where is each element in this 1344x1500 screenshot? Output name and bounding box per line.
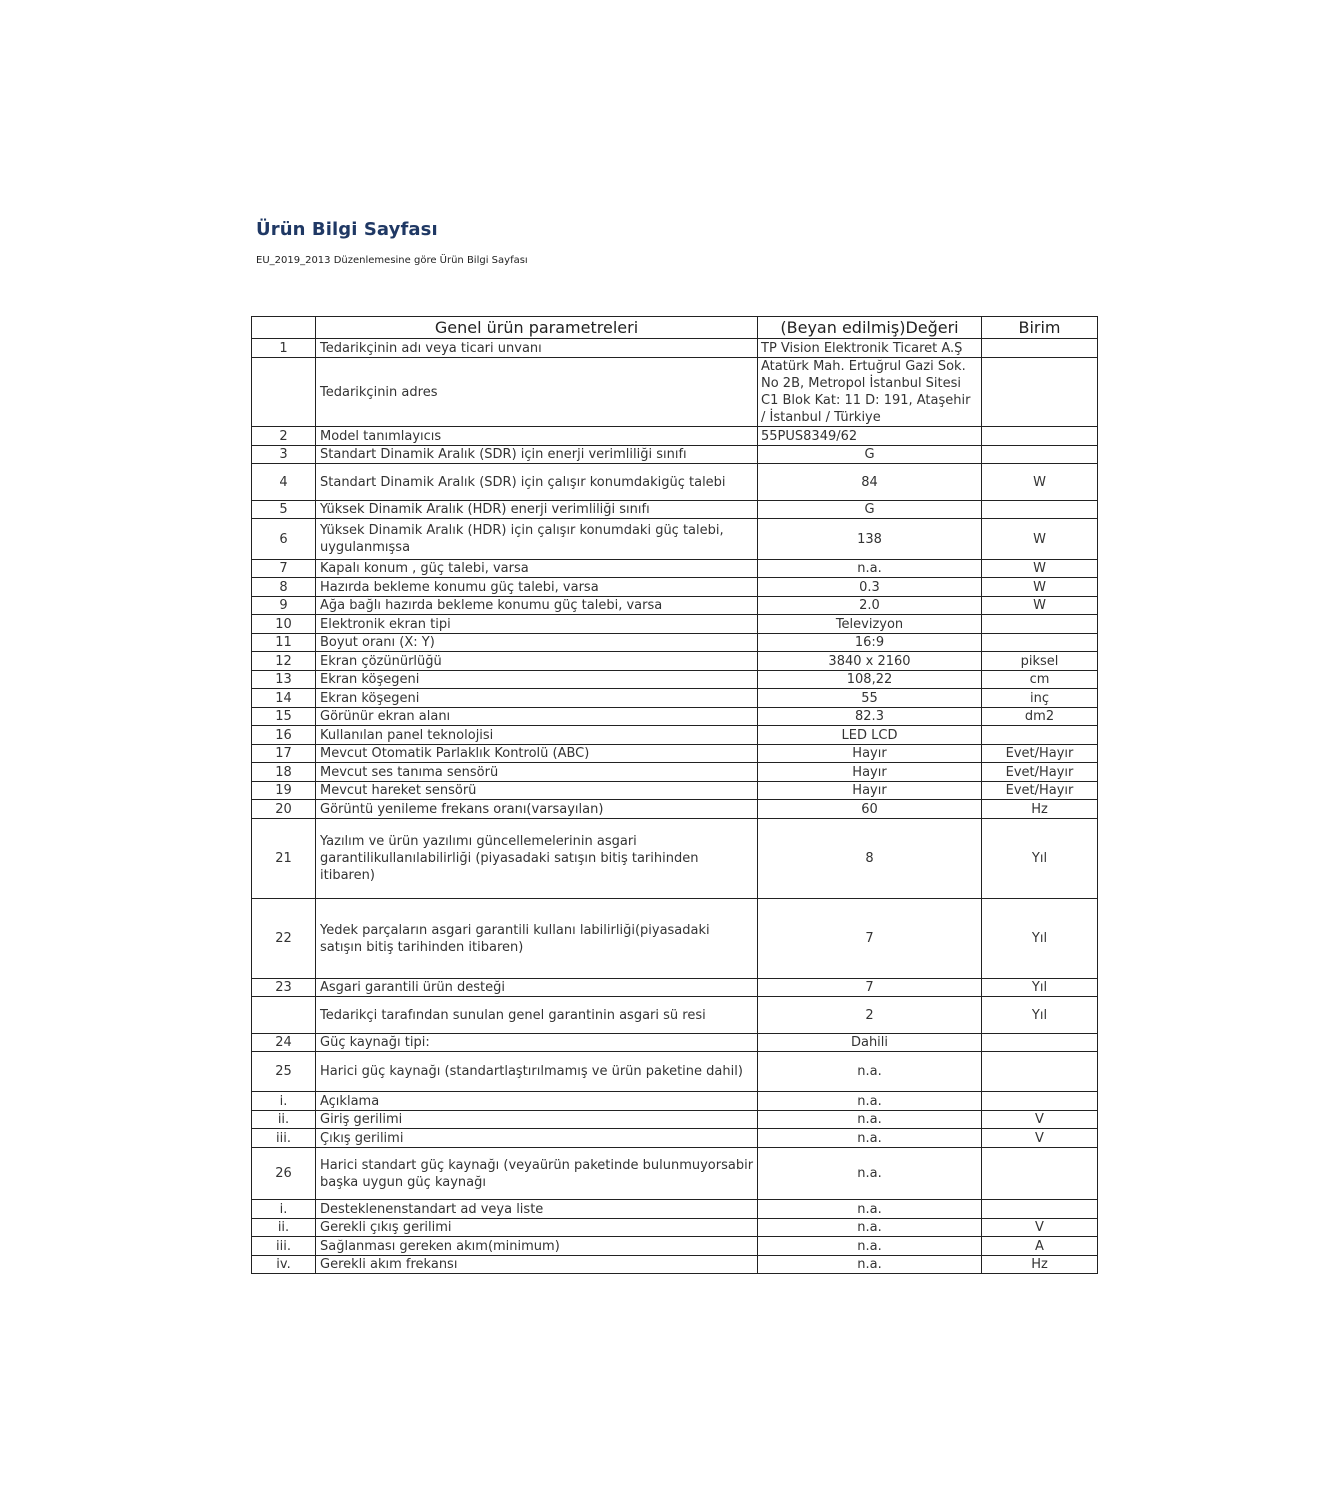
unit-cell	[982, 1200, 1098, 1219]
value-cell: TP Vision Elektronik Ticaret A.Ş	[758, 339, 982, 358]
unit-cell: V	[982, 1129, 1098, 1148]
row-number-cell: 8	[252, 578, 316, 597]
unit-cell: Evet/Hayır	[982, 782, 1098, 800]
table-row	[252, 1256, 1098, 1274]
table-row	[252, 1092, 1098, 1111]
value-cell: 82.3	[758, 708, 982, 726]
table-row	[252, 578, 1098, 597]
table-row	[252, 597, 1098, 615]
row-number-cell: 10	[252, 615, 316, 634]
unit-cell: cm	[982, 671, 1098, 689]
unit-cell: V	[982, 1111, 1098, 1129]
parameter-cell: Yüksek Dinamik Aralık (HDR) enerji verimliliği sınıfı	[316, 501, 758, 519]
parameter-cell: Giriş gerilimi	[316, 1111, 758, 1129]
row-number-cell: 23	[252, 979, 316, 997]
value-cell: Televizyon	[758, 615, 982, 634]
table-row	[252, 501, 1098, 519]
table-row	[252, 446, 1098, 464]
value-cell: 8	[758, 819, 982, 899]
unit-cell: A	[982, 1237, 1098, 1256]
row-number-cell: ii.	[252, 1219, 316, 1237]
value-cell: n.a.	[758, 1200, 982, 1219]
value-cell: 84	[758, 464, 982, 501]
row-number-cell: 20	[252, 800, 316, 819]
unit-cell	[982, 358, 1098, 427]
table-row	[252, 708, 1098, 726]
table-row	[252, 819, 1098, 899]
row-number-cell: 13	[252, 671, 316, 689]
row-number-cell: 11	[252, 634, 316, 652]
parameter-cell: Mevcut Otomatik Parlaklık Kontrolü (ABC)	[316, 745, 758, 763]
table-row	[252, 689, 1098, 708]
table-row	[252, 726, 1098, 745]
table-row	[252, 745, 1098, 763]
unit-cell	[982, 1092, 1098, 1111]
row-number-cell: 7	[252, 560, 316, 578]
row-number-cell: 25	[252, 1052, 316, 1092]
parameter-cell: Hazırda bekleme konumu güç talebi, varsa	[316, 578, 758, 597]
table-row	[252, 782, 1098, 800]
unit-cell: inç	[982, 689, 1098, 708]
unit-cell: W	[982, 560, 1098, 578]
unit-cell: Yıl	[982, 997, 1098, 1034]
table-row	[252, 339, 1098, 358]
row-number-cell: 5	[252, 501, 316, 519]
value-cell: Hayır	[758, 745, 982, 763]
parameter-cell: Harici standart güç kaynağı (veyaürün paketinde bulunmuyorsabir başka uygun güç kaynağı	[316, 1148, 758, 1200]
value-cell: n.a.	[758, 1219, 982, 1237]
parameter-cell: Tedarikçinin adı veya ticari unvanı	[316, 339, 758, 358]
table-row	[252, 1200, 1098, 1219]
parameter-cell: Mevcut ses tanıma sensörü	[316, 763, 758, 782]
value-cell: 7	[758, 899, 982, 979]
unit-cell: Yıl	[982, 819, 1098, 899]
row-number-cell: iv.	[252, 1256, 316, 1274]
row-number-cell: 19	[252, 782, 316, 800]
table-row	[252, 1148, 1098, 1200]
unit-cell: Hz	[982, 1256, 1098, 1274]
unit-cell: V	[982, 1219, 1098, 1237]
table-row	[252, 652, 1098, 671]
table-row	[252, 899, 1098, 979]
row-number-cell: 24	[252, 1034, 316, 1052]
value-cell: 2.0	[758, 597, 982, 615]
parameter-cell: Görünür ekran alanı	[316, 708, 758, 726]
parameter-cell: Kullanılan panel teknolojisi	[316, 726, 758, 745]
table-row	[252, 1052, 1098, 1092]
value-cell: Hayır	[758, 763, 982, 782]
parameter-cell: Yazılım ve ürün yazılımı güncellemelerinin asgari garantilikullanılabilirliği (piyasadaki satışın bitiş tarihinden itibaren)	[316, 819, 758, 899]
row-number-cell: 2	[252, 427, 316, 446]
header-value-cell: (Beyan edilmiş)Değeri	[758, 317, 982, 339]
row-number-cell: 4	[252, 464, 316, 501]
table-row	[252, 671, 1098, 689]
unit-cell: piksel	[982, 652, 1098, 671]
value-cell: 7	[758, 979, 982, 997]
product-info-table-body	[252, 317, 1098, 1274]
row-number-cell: 14	[252, 689, 316, 708]
unit-cell: W	[982, 597, 1098, 615]
table-row	[252, 800, 1098, 819]
table-row	[252, 1034, 1098, 1052]
value-cell: n.a.	[758, 1129, 982, 1148]
table-row	[252, 1237, 1098, 1256]
row-number-cell: 17	[252, 745, 316, 763]
parameter-cell: Sağlanması gereken akım(minimum)	[316, 1237, 758, 1256]
unit-cell	[982, 1034, 1098, 1052]
unit-cell	[982, 446, 1098, 464]
parameter-cell: Harici güç kaynağı (standartlaştırılmamış ve ürün paketine dahil)	[316, 1052, 758, 1092]
header-param-cell: Genel ürün parametreleri	[316, 317, 758, 339]
parameter-cell: Ekran çözünürlüğü	[316, 652, 758, 671]
value-cell: n.a.	[758, 560, 982, 578]
value-cell: n.a.	[758, 1092, 982, 1111]
parameter-cell: Standart Dinamik Aralık (SDR) için çalışır konumdakigüç talebi	[316, 464, 758, 501]
parameter-cell: Gerekli akım frekansı	[316, 1256, 758, 1274]
unit-cell	[982, 501, 1098, 519]
parameter-cell: Standart Dinamik Aralık (SDR) için enerji verimliliği sınıfı	[316, 446, 758, 464]
parameter-cell: Boyut oranı (X: Y)	[316, 634, 758, 652]
value-cell: Hayır	[758, 782, 982, 800]
unit-cell	[982, 615, 1098, 634]
page-subtitle: EU_2019_2013 Düzenlemesine göre Ürün Bilgi Sayfası	[256, 255, 528, 266]
unit-cell	[982, 726, 1098, 745]
parameter-cell: Elektronik ekran tipi	[316, 615, 758, 634]
table-row	[252, 519, 1098, 560]
row-number-cell: 16	[252, 726, 316, 745]
unit-cell	[982, 1052, 1098, 1092]
unit-cell	[982, 634, 1098, 652]
value-cell: G	[758, 501, 982, 519]
row-number-cell: iii.	[252, 1129, 316, 1148]
value-cell: Atatürk Mah. Ertuğrul Gazi Sok. No 2B, Metropol İstanbul Sitesi C1 Blok Kat: 11 D: 191, Ataşehir / İstanbul / Türkiye	[758, 358, 982, 427]
value-cell: 0.3	[758, 578, 982, 597]
value-cell: 108,22	[758, 671, 982, 689]
value-cell: 55PUS8349/62	[758, 427, 982, 446]
unit-cell	[982, 427, 1098, 446]
unit-cell: W	[982, 519, 1098, 560]
parameter-cell: Kapalı konum , güç talebi, varsa	[316, 560, 758, 578]
parameter-cell: Ekran köşegeni	[316, 671, 758, 689]
table-row	[252, 358, 1098, 427]
table-row	[252, 464, 1098, 501]
table-header-row	[252, 317, 1098, 339]
row-number-cell: 22	[252, 899, 316, 979]
unit-cell	[982, 1148, 1098, 1200]
unit-cell: W	[982, 578, 1098, 597]
row-number-cell: i.	[252, 1092, 316, 1111]
row-number-cell: ii.	[252, 1111, 316, 1129]
value-cell: 2	[758, 997, 982, 1034]
unit-cell: W	[982, 464, 1098, 501]
parameter-cell: Yedek parçaların asgari garantili kullanı labilirliği(piyasadaki satışın bitiş tarihinden itibaren)	[316, 899, 758, 979]
parameter-cell: Gerekli çıkış gerilimi	[316, 1219, 758, 1237]
row-number-cell: 26	[252, 1148, 316, 1200]
row-number-cell: 1	[252, 339, 316, 358]
value-cell: n.a.	[758, 1148, 982, 1200]
parameter-cell: Ekran köşegeni	[316, 689, 758, 708]
value-cell: n.a.	[758, 1237, 982, 1256]
row-number-cell: 9	[252, 597, 316, 615]
row-number-cell	[252, 997, 316, 1034]
row-number-cell	[252, 358, 316, 427]
parameter-cell: Asgari garantili ürün desteği	[316, 979, 758, 997]
unit-cell: Yıl	[982, 979, 1098, 997]
value-cell: 3840 x 2160	[758, 652, 982, 671]
parameter-cell: Yüksek Dinamik Aralık (HDR) için çalışır konumdaki güç talebi, uygulanmışsa	[316, 519, 758, 560]
parameter-cell: Güç kaynağı tipi:	[316, 1034, 758, 1052]
row-number-cell: 12	[252, 652, 316, 671]
parameter-cell: Tedarikçi tarafından sunulan genel garantinin asgari sü resi	[316, 997, 758, 1034]
table-row	[252, 979, 1098, 997]
row-number-cell: iii.	[252, 1237, 316, 1256]
unit-cell: Evet/Hayır	[982, 745, 1098, 763]
value-cell: LED LCD	[758, 726, 982, 745]
row-number-cell: 6	[252, 519, 316, 560]
table-row	[252, 615, 1098, 634]
table-row	[252, 1129, 1098, 1148]
value-cell: 60	[758, 800, 982, 819]
table-row	[252, 1111, 1098, 1129]
value-cell: n.a.	[758, 1111, 982, 1129]
row-number-cell: 21	[252, 819, 316, 899]
table-row	[252, 997, 1098, 1034]
value-cell: n.a.	[758, 1052, 982, 1092]
parameter-cell: Açıklama	[316, 1092, 758, 1111]
header-unit-cell: Birim	[982, 317, 1098, 339]
page-title: Ürün Bilgi Sayfası	[256, 219, 438, 240]
value-cell: n.a.	[758, 1256, 982, 1274]
row-number-cell: 18	[252, 763, 316, 782]
value-cell: 16:9	[758, 634, 982, 652]
table-row	[252, 1219, 1098, 1237]
unit-cell: Hz	[982, 800, 1098, 819]
parameter-cell: Mevcut hareket sensörü	[316, 782, 758, 800]
parameter-cell: Görüntü yenileme frekans oranı(varsayılan)	[316, 800, 758, 819]
table-row	[252, 763, 1098, 782]
value-cell: 55	[758, 689, 982, 708]
unit-cell: Evet/Hayır	[982, 763, 1098, 782]
unit-cell: Yıl	[982, 899, 1098, 979]
value-cell: 138	[758, 519, 982, 560]
parameter-cell: Çıkış gerilimi	[316, 1129, 758, 1148]
row-number-cell: 15	[252, 708, 316, 726]
product-info-table	[251, 316, 1098, 1274]
table-row	[252, 560, 1098, 578]
row-number-cell: i.	[252, 1200, 316, 1219]
row-number-cell: 3	[252, 446, 316, 464]
value-cell: Dahili	[758, 1034, 982, 1052]
parameter-cell: Model tanımlayıcıs	[316, 427, 758, 446]
table-row	[252, 634, 1098, 652]
unit-cell: dm2	[982, 708, 1098, 726]
parameter-cell: Desteklenenstandart ad veya liste	[316, 1200, 758, 1219]
header-no-cell	[252, 317, 316, 339]
parameter-cell: Tedarikçinin adres	[316, 358, 758, 427]
unit-cell	[982, 339, 1098, 358]
value-cell: G	[758, 446, 982, 464]
parameter-cell: Ağa bağlı hazırda bekleme konumu güç talebi, varsa	[316, 597, 758, 615]
table-row	[252, 427, 1098, 446]
